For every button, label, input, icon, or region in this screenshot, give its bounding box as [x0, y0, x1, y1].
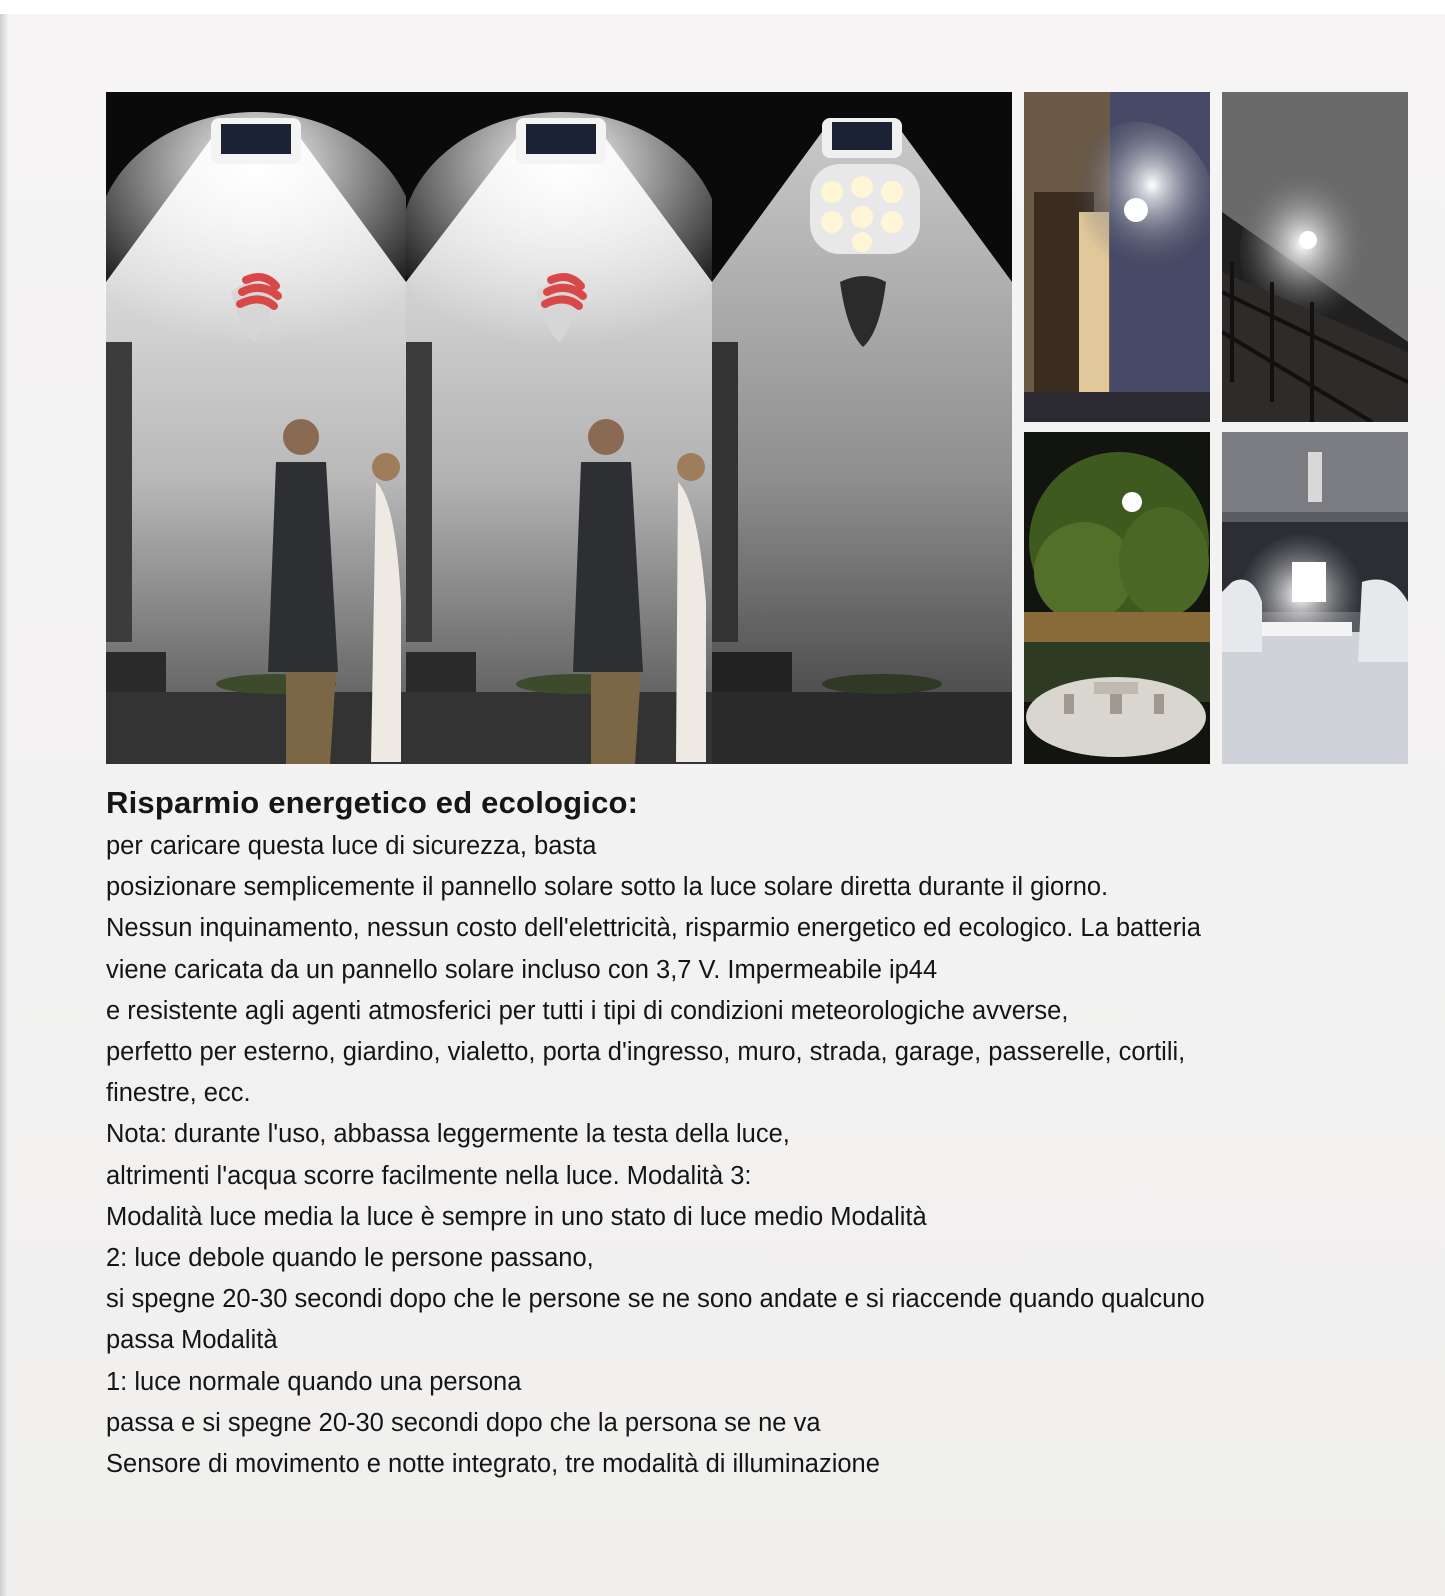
text-line: Modalità luce media la luce è sempre in uno stato di luce medio Modalità: [106, 1202, 927, 1231]
thumbnail-garden: [1024, 432, 1210, 764]
text-line: passa e si spegne 20-30 secondi dopo che la persona se ne va: [106, 1408, 821, 1437]
thumbnail-garage-illustration: [1222, 432, 1408, 764]
text-line: e resistente agli agenti atmosferici per tutti i tipi di condizioni meteorologiche avverse,: [106, 996, 1069, 1025]
thumbnail-staircase-illustration: [1222, 92, 1408, 422]
thumbnail-staircase: [1222, 92, 1408, 422]
text-line: 2: luce debole quando le persone passano,: [106, 1244, 594, 1273]
text-line: Nessun inquinamento, nessun costo dell'elettricità, risparmio energetico ed ecologico. La batteria: [106, 914, 1201, 943]
text-line: 1: luce normale quando una persona: [106, 1367, 522, 1396]
text-line: si spegne 20-30 secondi dopo che le persone se ne sono andate e si riaccende quando qualcuno: [106, 1285, 1205, 1314]
text-line: Sensore di movimento e notte integrato, tre modalità di illuminazione: [106, 1450, 880, 1479]
scene-mode-dim: [406, 92, 712, 764]
description-block: [106, 784, 1396, 1485]
section-heading: Risparmio energetico ed ecologico:: [106, 785, 639, 820]
scene-mode-medium: [712, 92, 1012, 764]
thumbnail-entrance-wall: [1024, 92, 1210, 422]
product-photo-strip: [106, 92, 1012, 764]
text-line: per caricare questa luce di sicurezza, basta: [106, 832, 597, 860]
thumbnail-entrance-wall-illustration: [1024, 92, 1210, 422]
scene-mode-dim-illustration: [406, 92, 712, 764]
text-line: altrimenti l'acqua scorre facilmente nella luce. Modalità 3:: [106, 1161, 752, 1190]
text-line: posizionare semplicemente il pannello solare sotto la luce solare diretta durante il giorno.: [106, 873, 1109, 902]
thumbnail-garage: [1222, 432, 1408, 764]
scene-mode-bright-illustration: [106, 92, 406, 764]
text-line: Nota: durante l'uso, abbassa leggermente la testa della luce,: [106, 1120, 790, 1149]
scene-mode-bright: [106, 92, 406, 764]
scene-mode-medium-illustration: [712, 92, 1012, 764]
text-line: viene caricata da un pannello solare incluso con 3,7 V. Impermeabile ip44: [106, 955, 938, 984]
text-line: finestre, ecc.: [106, 1079, 251, 1108]
text-line: passa Modalità: [106, 1326, 278, 1355]
thumbnail-garden-illustration: [1024, 432, 1210, 764]
text-line: perfetto per esterno, giardino, vialetto, porta d'ingresso, muro, strada, garage, passerelle, cortili,: [106, 1038, 1186, 1067]
